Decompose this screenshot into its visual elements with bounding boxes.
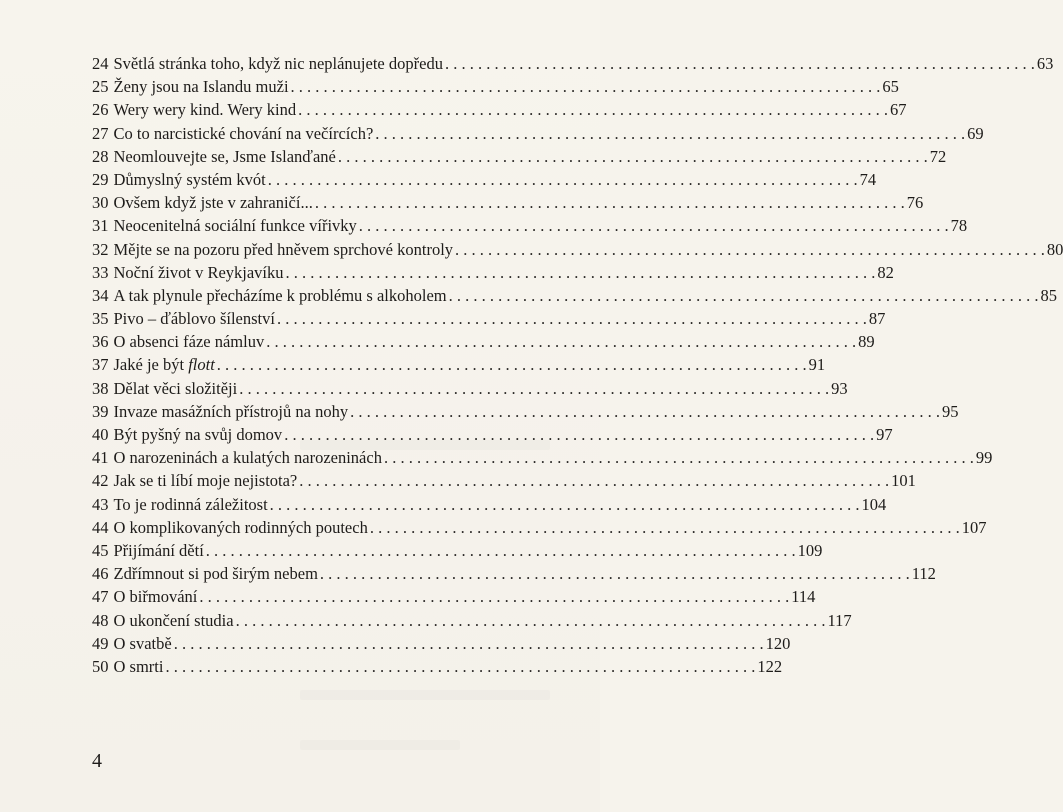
chapter-title: Wery wery kind. Wery kind	[113, 100, 297, 120]
chapter-title: O absenci fáze námluv	[113, 332, 265, 352]
toc-entry	[92, 75, 899, 98]
dot-leader	[445, 52, 1035, 75]
dot-leader	[291, 75, 881, 98]
toc-entry	[92, 353, 826, 376]
chapter-number: 37	[92, 355, 109, 375]
chapter-title: Zdřímnout si pod širým nebem	[113, 564, 318, 584]
toc-entry	[92, 516, 987, 539]
page-reference: 101	[891, 471, 916, 491]
dot-leader	[284, 423, 874, 446]
toc-entry	[92, 423, 893, 446]
dot-leader	[236, 609, 826, 632]
dot-leader	[359, 214, 949, 237]
toc-entry	[92, 307, 886, 330]
page-reference: 107	[961, 517, 987, 537]
chapter-number: 39	[92, 401, 109, 421]
toc-entry	[92, 214, 968, 237]
page-reference: 95	[941, 401, 959, 421]
page-reference: 109	[797, 540, 823, 560]
dot-leader	[298, 98, 888, 121]
chapter-number: 36	[92, 332, 109, 352]
toc-entry	[92, 122, 984, 145]
chapter-number: 45	[92, 540, 109, 560]
chapter-number: 35	[92, 309, 109, 329]
dot-leader	[239, 377, 829, 400]
dot-leader	[174, 632, 764, 655]
dot-leader	[384, 446, 974, 469]
chapter-number: 27	[92, 123, 109, 143]
chapter-title-emphasis: flott	[188, 355, 215, 375]
dot-leader	[320, 562, 910, 585]
chapter-title: O komplikovaných rodinných poutech	[113, 517, 368, 537]
page-reference: 69	[967, 123, 984, 143]
page-reference: 122	[757, 656, 783, 676]
chapter-title: Ovšem když jste v zahraničí...	[113, 193, 313, 213]
page-reference: 76	[906, 193, 924, 213]
toc-entry	[92, 469, 916, 492]
chapter-number: 38	[92, 378, 109, 398]
toc-entry	[92, 655, 783, 678]
toc-entry	[92, 446, 993, 469]
page-reference: 87	[868, 309, 886, 329]
show-through-mark	[300, 740, 460, 750]
chapter-title: To je rodinná záležitost	[113, 494, 268, 514]
chapter-number: 31	[92, 216, 109, 236]
chapter-number: 50	[92, 656, 109, 676]
dot-leader	[277, 307, 867, 330]
page-reference: 89	[858, 332, 875, 352]
chapter-number: 30	[92, 193, 109, 213]
chapter-title: Invaze masážních přístrojů na nohy	[113, 401, 349, 421]
chapter-number: 25	[92, 77, 109, 97]
page-reference: 104	[861, 494, 887, 514]
toc-entry	[92, 632, 791, 655]
chapter-number: 28	[92, 146, 109, 166]
chapter-title: Světlá stránka toho, když nic neplánujete dopředu	[113, 54, 443, 73]
dot-leader	[268, 168, 858, 191]
chapter-number: 49	[92, 633, 109, 653]
page-reference: 114	[791, 587, 816, 607]
page-reference: 85	[1040, 285, 1057, 305]
chapter-number: 42	[92, 471, 109, 491]
chapter-title-text: Jaké je být	[113, 355, 189, 375]
toc-entry	[92, 145, 947, 168]
toc-entry	[92, 261, 894, 284]
toc-entry	[92, 493, 887, 516]
toc-entry	[92, 539, 823, 562]
toc-entry	[92, 284, 1057, 307]
dot-leader	[338, 145, 928, 168]
chapter-title: O ukončení studia	[113, 610, 234, 630]
dot-leader	[270, 493, 860, 516]
page-reference: 78	[950, 216, 968, 236]
page-reference: 74	[859, 169, 877, 189]
dot-leader	[455, 238, 1045, 261]
dot-leader	[370, 516, 960, 539]
page-reference: 80	[1046, 239, 1063, 259]
page-reference: 82	[877, 262, 894, 282]
page-number: 4	[92, 750, 102, 772]
dot-leader	[266, 330, 856, 353]
page-reference: 72	[929, 146, 947, 166]
page-reference: 112	[911, 564, 936, 584]
page-reference: 63	[1036, 54, 1054, 73]
dot-leader	[299, 469, 889, 492]
chapter-title: Přijímání dětí	[113, 540, 204, 560]
dot-leader	[206, 539, 796, 562]
chapter-title: Dělat věci složitěji	[113, 378, 238, 398]
chapter-title: O smrti	[113, 656, 164, 676]
chapter-number: 44	[92, 517, 109, 537]
chapter-title	[114, 353, 215, 376]
chapter-title: Důmyslný systém kvót	[113, 169, 266, 189]
chapter-number: 32	[92, 239, 109, 259]
dot-leader	[315, 191, 905, 214]
chapter-number: 24	[92, 54, 109, 73]
dot-leader	[449, 284, 1039, 307]
toc-entry	[92, 400, 959, 423]
toc-entry	[92, 238, 1063, 261]
toc-entry	[92, 52, 1054, 75]
chapter-title: O narozeninách a kulatých narozeninách	[113, 448, 382, 468]
page-reference: 97	[876, 425, 893, 444]
chapter-number: 41	[92, 448, 109, 468]
toc-entry	[92, 168, 877, 191]
chapter-title: Jak se ti líbí moje nejistota?	[113, 471, 298, 491]
page-reference: 117	[827, 610, 852, 630]
chapter-number: 33	[92, 262, 109, 282]
chapter-title: O biřmování	[113, 587, 198, 607]
chapter-number: 26	[92, 100, 109, 120]
toc-entry	[92, 609, 852, 632]
chapter-title: Mějte se na pozoru před hněvem sprchové kontroly	[113, 239, 454, 259]
dot-leader	[217, 353, 807, 376]
chapter-title: A tak plynule přecházíme k problému s alkoholem	[113, 285, 447, 305]
chapter-title: Noční život v Reykjavíku	[113, 262, 284, 282]
chapter-number: 47	[92, 587, 109, 607]
chapter-title: Neocenitelná sociální funkce vířivky	[113, 216, 357, 236]
chapter-title: Pivo – ďáblovo šílenství	[113, 309, 275, 329]
toc-entry	[92, 330, 875, 353]
chapter-number: 40	[92, 425, 109, 444]
toc-entry	[92, 98, 907, 121]
dot-leader	[286, 261, 876, 284]
chapter-title: Neomlouvejte se, Jsme Islanďané	[113, 146, 336, 166]
dot-leader	[165, 655, 755, 678]
toc-entry	[92, 377, 848, 400]
page-reference: 99	[975, 448, 993, 468]
chapter-number: 48	[92, 610, 109, 630]
toc-entry	[92, 562, 936, 585]
chapter-number: 43	[92, 494, 109, 514]
chapter-title: Co to narcistické chování na večírcích?	[113, 123, 374, 143]
chapter-number: 34	[92, 285, 109, 305]
chapter-number: 46	[92, 564, 109, 584]
page-reference: 65	[882, 77, 899, 97]
page-reference: 91	[808, 355, 826, 375]
chapter-title: Ženy jsou na Islandu muži	[113, 77, 289, 97]
dot-leader	[350, 400, 940, 423]
dot-leader	[199, 585, 789, 608]
toc-entry	[92, 585, 816, 608]
show-through-mark	[300, 690, 550, 700]
table-of-contents	[92, 52, 1063, 678]
chapter-title: O svatbě	[113, 633, 172, 653]
toc-entry	[92, 191, 924, 214]
chapter-number: 29	[92, 169, 109, 189]
page-reference: 93	[831, 378, 848, 398]
dot-leader	[375, 122, 965, 145]
page-reference: 120	[765, 633, 791, 653]
page-reference: 67	[890, 100, 907, 120]
chapter-title: Být pyšný na svůj domov	[113, 425, 283, 444]
